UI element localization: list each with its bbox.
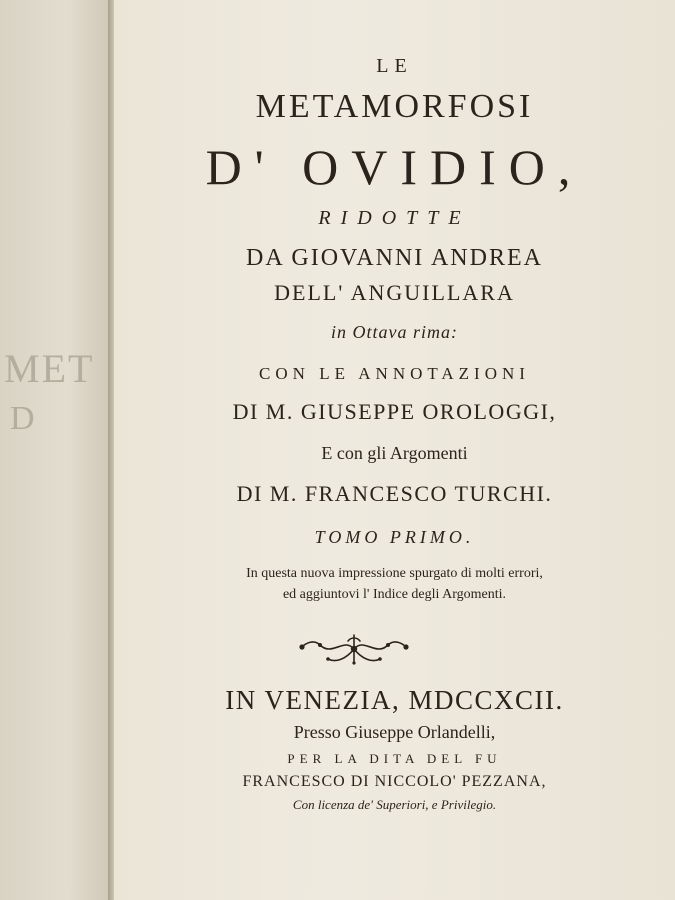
line-presso: Presso Giuseppe Orlandelli, [293,722,496,742]
line-turchi: DI M. FRANCESCO TURCHI. [236,481,553,506]
line-argomenti: E con gli Argomenti [321,443,468,463]
floral-vignette-icon [294,627,414,669]
line-metamorfosi: METAMORFOSI [255,88,534,125]
line-tomo: TOMO PRIMO. [314,527,475,547]
line-impressione-2: ed aggiuntovi l' Indice degli Argomenti. [282,587,507,602]
line-ridotte: RIDOTTE [318,207,471,229]
line-dita: PER LA DITA DEL FU [287,751,502,766]
line-ovidio: D' OVIDIO, [205,139,584,195]
line-licenza: Con licenza de' Superiori, e Privilegio. [292,797,497,812]
line-author-2: DELL' ANGUILLARA [274,280,515,305]
line-author-1: DA GIOVANNI ANDREA [246,245,543,271]
ghost-text-2: D [10,400,37,437]
ghost-text-1: MET [4,346,95,391]
line-pezzana: FRANCESCO DI NICCOLO' PEZZANA, [242,773,547,790]
facing-page [0,0,112,900]
line-impressione-1: In questa nuova impressione spurgato di molti errori, [246,566,543,581]
line-annotazioni: CON LE ANNOTAZIONI [259,364,530,383]
line-orologgi: DI M. GIUSEPPE OROLOGGI, [232,399,557,424]
line-ottava: in Ottava rima: [331,322,458,342]
line-le: LE [376,55,413,77]
line-venezia: IN VENEZIA, MDCCXCII. [225,685,564,715]
title-page [114,0,675,900]
